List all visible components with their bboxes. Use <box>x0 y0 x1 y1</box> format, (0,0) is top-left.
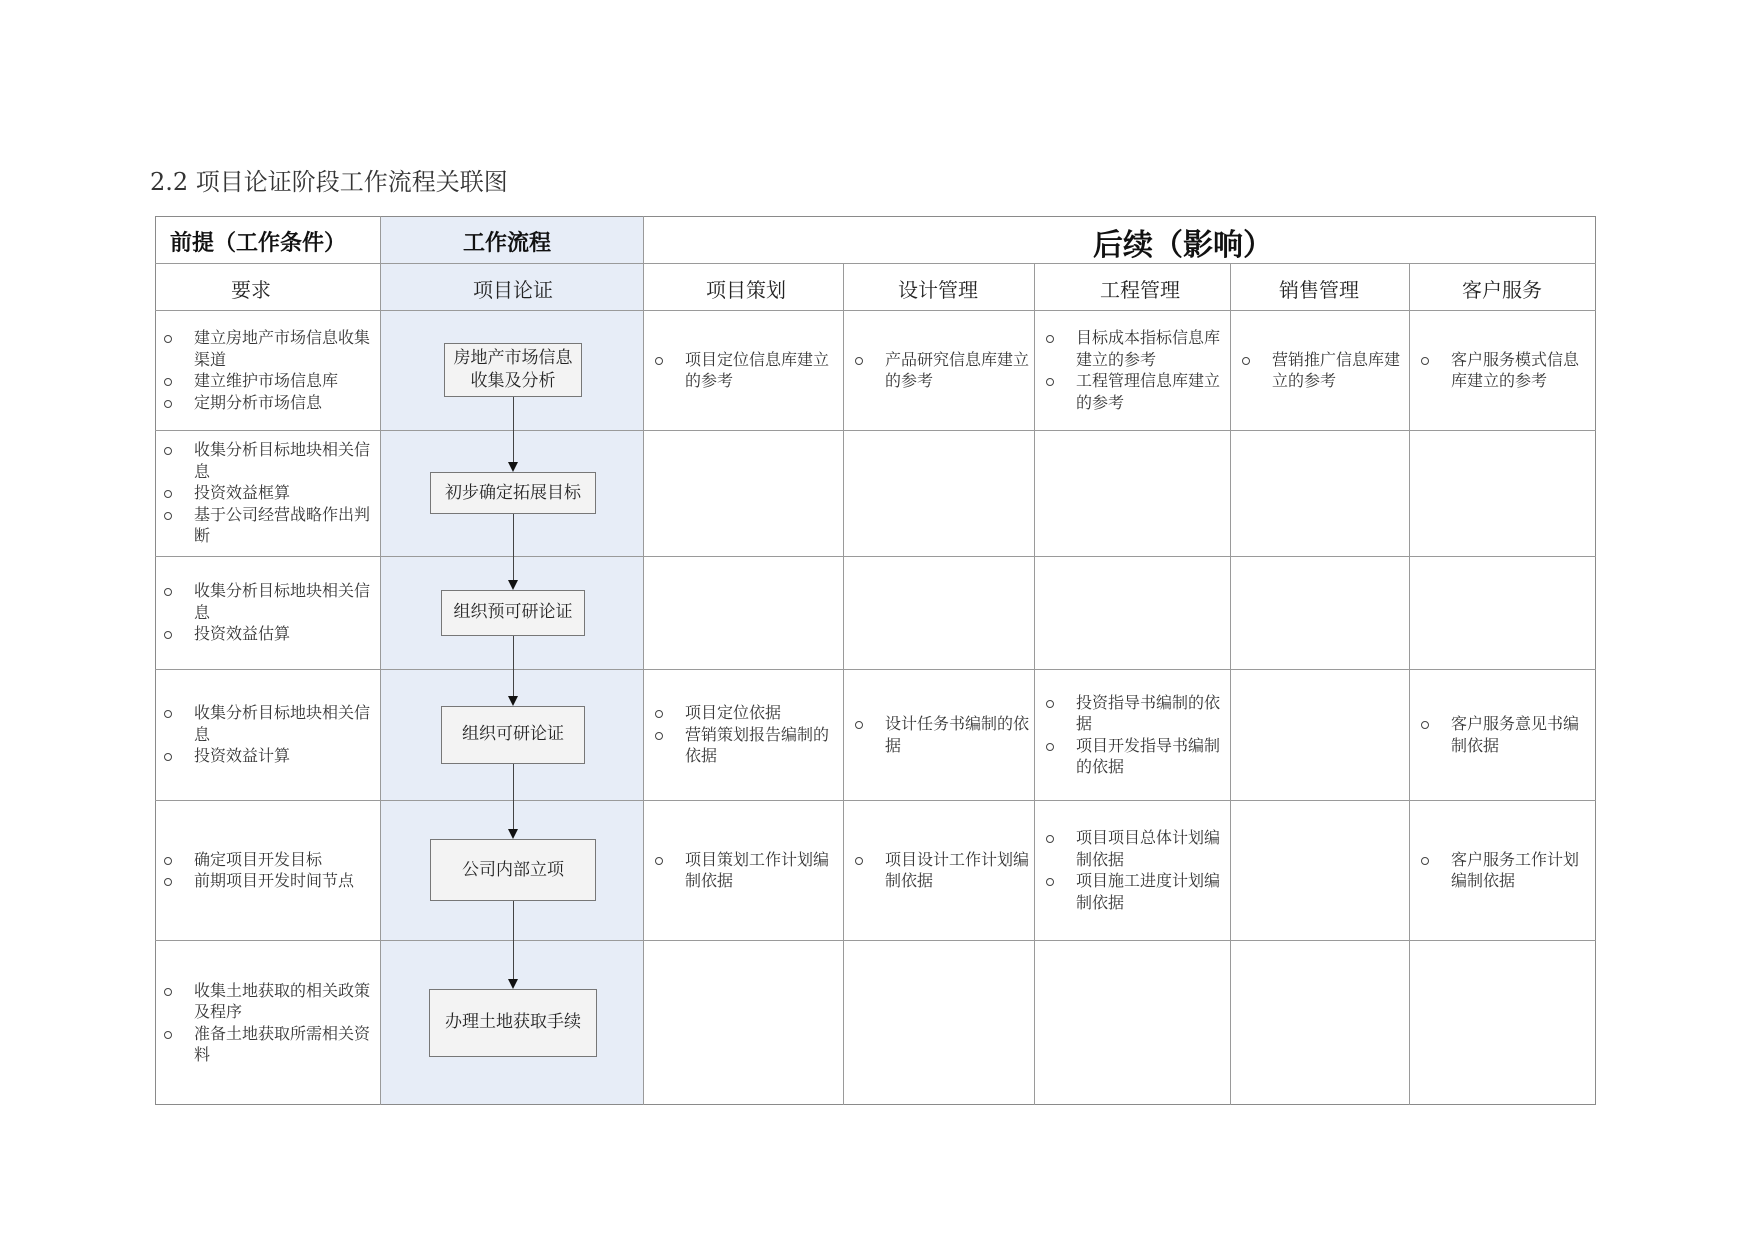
arrow-down-icon <box>508 829 518 839</box>
service-impact-list <box>1419 349 1592 392</box>
flow-connector <box>513 636 514 696</box>
column-divider <box>643 216 644 1105</box>
column-divider <box>1409 263 1410 1105</box>
bullet-item: 投资指导书编制的依据 <box>1044 692 1226 735</box>
service-impact-list <box>1419 849 1592 892</box>
arrow-down-icon <box>508 462 518 472</box>
bullet-item: 客户服务模式信息库建立的参考 <box>1419 349 1592 392</box>
bullet-item: 项目施工进度计划编制依据 <box>1044 870 1226 913</box>
column-divider <box>380 216 381 1105</box>
bullet-item: 收集分析目标地块相关信息 <box>162 439 376 482</box>
arrow-down-icon <box>508 979 518 989</box>
flow-connector <box>513 764 514 830</box>
bullet-item: 客户服务工作计划编制依据 <box>1419 849 1592 892</box>
design-impact-list <box>853 849 1030 892</box>
bullet-item: 准备土地获取所需相关资料 <box>162 1023 376 1066</box>
process-step: 初步确定拓展目标 <box>430 472 596 514</box>
bullet-item: 确定项目开发目标 <box>162 849 376 871</box>
row-divider <box>155 310 1596 311</box>
column-header: 项目策划 <box>706 278 786 302</box>
bullet-item: 项目项目总体计划编制依据 <box>1044 827 1226 870</box>
bullet-item: 收集分析目标地块相关信息 <box>162 702 376 745</box>
row-divider <box>155 669 1596 670</box>
header-divider <box>155 263 1596 264</box>
row-divider <box>155 940 1596 941</box>
bullet-item: 营销策划报告编制的依据 <box>653 724 839 767</box>
bullet-item: 设计任务书编制的依据 <box>853 713 1030 756</box>
design-impact-list <box>853 713 1030 756</box>
flow-connector <box>513 397 514 462</box>
flow-connector <box>513 901 514 979</box>
column-header: 工程管理 <box>1100 278 1180 302</box>
engineering-impact-list <box>1044 692 1226 778</box>
bullet-item: 目标成本指标信息库建立的参考 <box>1044 327 1226 370</box>
header-premise: 前提（工作条件） <box>170 230 347 256</box>
bullet-item: 投资效益估算 <box>162 623 376 645</box>
requirement-list <box>162 580 376 645</box>
bullet-item: 项目定位信息库建立的参考 <box>653 349 839 392</box>
row-divider <box>155 430 1596 431</box>
column-divider <box>1034 263 1035 1105</box>
bullet-item: 产品研究信息库建立的参考 <box>853 349 1030 392</box>
bullet-item: 收集土地获取的相关政策及程序 <box>162 980 376 1023</box>
column-header: 客户服务 <box>1462 278 1542 302</box>
requirement-list <box>162 702 376 767</box>
bullet-item: 项目定位依据 <box>653 702 839 724</box>
planning-impact-list <box>653 702 839 767</box>
requirement-list <box>162 327 376 413</box>
arrow-down-icon <box>508 580 518 590</box>
bullet-item: 定期分析市场信息 <box>162 392 376 414</box>
bullet-item: 投资效益框算 <box>162 482 376 504</box>
column-divider <box>1230 263 1231 1105</box>
arrow-down-icon <box>508 696 518 706</box>
column-header: 设计管理 <box>898 278 978 302</box>
bullet-item: 工程管理信息库建立的参考 <box>1044 370 1226 413</box>
bullet-item: 建立房地产市场信息收集渠道 <box>162 327 376 370</box>
column-header: 要求 <box>231 278 271 302</box>
bullet-item: 项目开发指导书编制的依据 <box>1044 735 1226 778</box>
requirement-list <box>162 849 376 892</box>
flow-connector <box>513 514 514 580</box>
design-impact-list <box>853 349 1030 392</box>
row-divider <box>155 800 1596 801</box>
bullet-item: 前期项目开发时间节点 <box>162 870 376 892</box>
column-divider <box>843 263 844 1105</box>
requirement-list <box>162 439 376 547</box>
row-divider <box>155 556 1596 557</box>
engineering-impact-list <box>1044 327 1226 413</box>
page-title: 2.2 项目论证阶段工作流程关联图 <box>150 168 508 196</box>
service-impact-list <box>1419 713 1592 756</box>
header-follow-up: 后续（影响） <box>1093 228 1273 263</box>
process-step: 组织预可研论证 <box>441 590 585 636</box>
engineering-impact-list <box>1044 827 1226 913</box>
bullet-item: 客户服务意见书编制依据 <box>1419 713 1592 756</box>
process-step: 房地产市场信息收集及分析 <box>444 343 582 397</box>
planning-impact-list <box>653 849 839 892</box>
process-step: 公司内部立项 <box>430 839 596 901</box>
bullet-item: 基于公司经营战略作出判断 <box>162 504 376 547</box>
bullet-item: 项目策划工作计划编制依据 <box>653 849 839 892</box>
bullet-item: 建立维护市场信息库 <box>162 370 376 392</box>
column-header: 项目论证 <box>473 278 553 302</box>
process-step: 办理土地获取手续 <box>429 989 597 1057</box>
header-workflow: 工作流程 <box>463 230 552 256</box>
bullet-item: 投资效益计算 <box>162 745 376 767</box>
column-header: 销售管理 <box>1279 278 1359 302</box>
bullet-item: 项目设计工作计划编制依据 <box>853 849 1030 892</box>
sales-impact-list <box>1240 349 1405 392</box>
bullet-item: 营销推广信息库建立的参考 <box>1240 349 1405 392</box>
planning-impact-list <box>653 349 839 392</box>
bullet-item: 收集分析目标地块相关信息 <box>162 580 376 623</box>
requirement-list <box>162 980 376 1066</box>
process-step: 组织可研论证 <box>441 706 585 764</box>
